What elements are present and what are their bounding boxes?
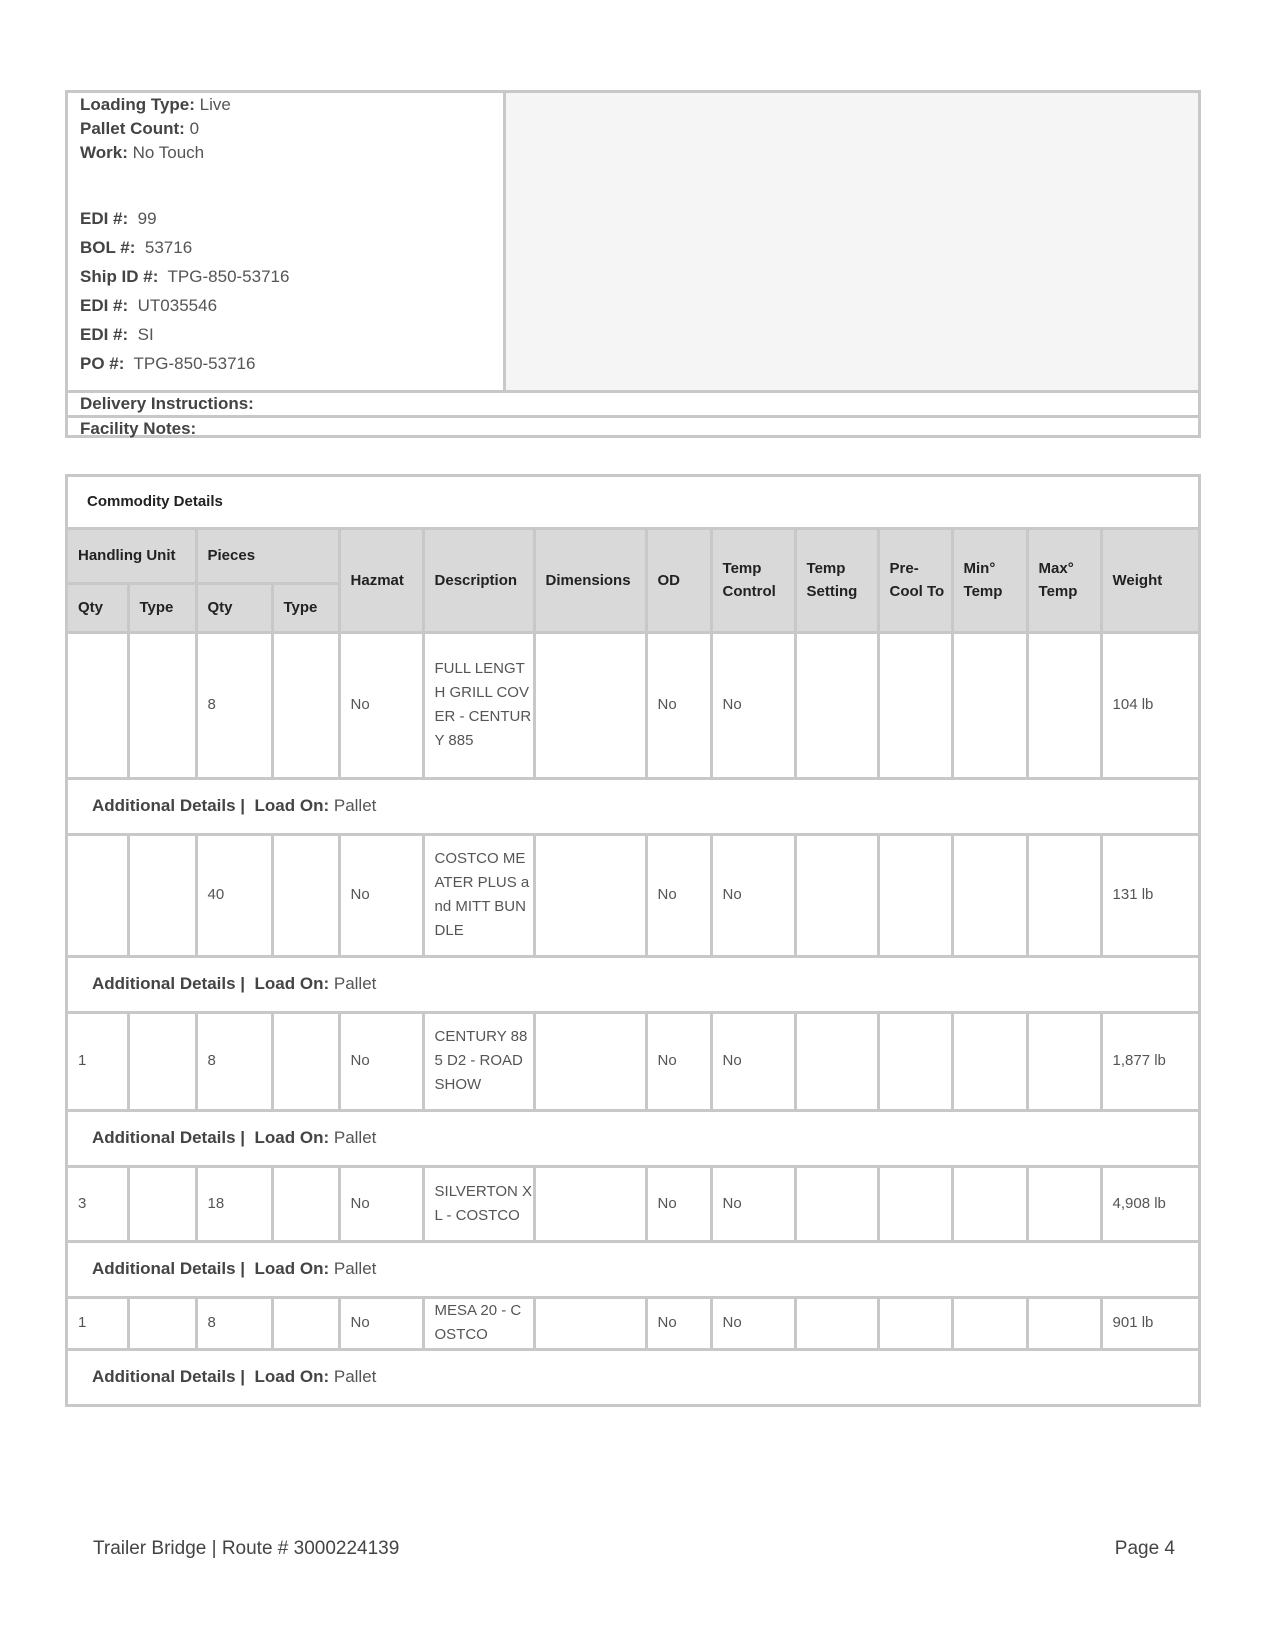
ref-label: Ship ID #: [80,267,159,286]
hu-qty-cell [68,834,128,956]
weight-header: Weight [1101,530,1198,632]
footer-page-number: Page 4 [1114,1538,1175,1559]
description-cell: MESA 20 - COSTCO [423,1297,534,1349]
handling-unit-header: Handling Unit [68,530,196,583]
ref-value: 99 [137,209,157,228]
ref-label: EDI #: [80,296,129,315]
pc-type-header: Type [272,583,339,632]
pallet-count-line [80,119,199,139]
load-on-label: Load On: [254,974,330,993]
load-on-value: Pallet [333,1128,377,1147]
hu-qty-cell: 3 [68,1166,128,1241]
pre-cool-cell [878,632,952,778]
pre-cool-cell [878,1012,952,1110]
load-on-value: Pallet [333,1259,377,1278]
load-on-label: Load On: [254,796,330,815]
hazmat-cell: No [339,1297,423,1349]
pre-cool-cell [878,1297,952,1349]
temp-setting-cell [795,632,878,778]
min-temp-cell [952,1166,1027,1241]
dimensions-cell [534,1012,646,1110]
od-cell: No [646,834,711,956]
hu-type-cell [128,1166,196,1241]
max-temp-cell [1027,632,1101,778]
od-cell: No [646,1297,711,1349]
od-cell: No [646,1166,711,1241]
additional-details-row [68,1110,1198,1166]
additional-details-cell [68,1241,1198,1297]
temp-control-cell: No [711,1297,795,1349]
description-cell: FULL LENGTH GRILL COVER - CENTURY 885 [423,632,534,778]
temp-control-cell: No [711,632,795,778]
work-label: Work: [80,143,128,162]
weight-cell: 1,877 lb [1101,1012,1198,1110]
ref-label: PO #: [80,354,125,373]
max-temp-cell [1027,1297,1101,1349]
work-value: No Touch [132,143,205,162]
additional-details-row [68,956,1198,1012]
min-temp-header: Min° Temp [952,530,1027,632]
dimensions-cell [534,632,646,778]
min-temp-cell [952,1012,1027,1110]
load-on-label: Load On: [254,1259,330,1278]
table-row [68,1166,1198,1241]
pre-cool-cell [878,1166,952,1241]
pc-qty-cell: 8 [196,632,272,778]
load-on-label: Load On: [254,1128,330,1147]
loading-type-value: Live [199,95,231,114]
temp-control-cell: No [711,834,795,956]
work-line [80,143,204,163]
hazmat-cell: No [339,834,423,956]
hu-qty-header: Qty [68,583,128,632]
od-cell: No [646,632,711,778]
temp-control-header: Temp Control [711,530,795,632]
ref-line [80,354,255,374]
hu-qty-cell: 1 [68,1297,128,1349]
additional-details-label: Additional Details | [92,796,246,815]
load-on-label: Load On: [254,1367,330,1386]
ref-value: 53716 [144,238,193,257]
hazmat-cell: No [339,1166,423,1241]
max-temp-cell [1027,834,1101,956]
pc-type-cell [272,632,339,778]
max-temp-cell [1027,1012,1101,1110]
dimensions-header: Dimensions [534,530,646,632]
ref-line [80,238,192,258]
pc-type-cell [272,1166,339,1241]
load-on-value: Pallet [333,1367,377,1386]
dimensions-cell [534,1297,646,1349]
dimensions-cell [534,1166,646,1241]
hazmat-cell: No [339,1012,423,1110]
max-temp-header: Max° Temp [1027,530,1101,632]
weight-cell: 4,908 lb [1101,1166,1198,1241]
additional-details-label: Additional Details | [92,974,246,993]
load-on-value: Pallet [333,796,377,815]
stop-info-top [68,93,1198,390]
ref-label: EDI #: [80,209,129,228]
min-temp-cell [952,834,1027,956]
pc-qty-cell: 18 [196,1166,272,1241]
hu-type-cell [128,834,196,956]
table-row [68,834,1198,956]
temp-setting-cell [795,1012,878,1110]
hu-type-cell [128,1012,196,1110]
pc-qty-cell: 8 [196,1012,272,1110]
additional-details-cell [68,1110,1198,1166]
description-cell: SILVERTON XL - COSTCO [423,1166,534,1241]
delivery-instructions-label: Delivery Instructions: [80,394,254,413]
ref-line [80,325,154,345]
footer-route: Trailer Bridge | Route # 3000224139 [93,1538,400,1559]
pieces-header: Pieces [196,530,339,583]
weight-cell: 104 lb [1101,632,1198,778]
temp-setting-header: Temp Setting [795,530,878,632]
temp-setting-cell [795,1166,878,1241]
commodity-table-wrap [68,530,1198,1407]
pc-type-cell [272,1297,339,1349]
ref-line [80,209,157,229]
dimensions-cell [534,834,646,956]
hu-type-cell [128,1297,196,1349]
stop-info-right-panel [506,93,1198,390]
ref-value: SI [137,325,154,344]
additional-details-label: Additional Details | [92,1259,246,1278]
weight-cell: 901 lb [1101,1297,1198,1349]
hazmat-header: Hazmat [339,530,423,632]
additional-details-cell [68,956,1198,1012]
ref-value: TPG-850-53716 [133,354,256,373]
ref-label: BOL #: [80,238,136,257]
hu-type-cell [128,632,196,778]
table-row [68,1297,1198,1349]
od-header: OD [646,530,711,632]
table-row [68,1012,1198,1110]
temp-setting-cell [795,834,878,956]
min-temp-cell [952,1297,1027,1349]
commodity-table [68,530,1198,1407]
pallet-count-value: 0 [189,119,200,138]
ref-value: TPG-850-53716 [167,267,290,286]
max-temp-cell [1027,1166,1101,1241]
loading-type-line [80,95,231,115]
table-row [68,632,1198,778]
description-cell: CENTURY 885 D2 - ROADSHOW [423,1012,534,1110]
stop-info-box [65,90,1201,438]
pc-qty-cell: 40 [196,834,272,956]
min-temp-cell [952,632,1027,778]
description-header: Description [423,530,534,632]
ref-line [80,296,217,316]
pc-qty-header: Qty [196,583,272,632]
temp-setting-cell [795,1297,878,1349]
hu-qty-cell [68,632,128,778]
additional-details-cell [68,1349,1198,1405]
od-cell: No [646,1012,711,1110]
additional-details-row [68,778,1198,834]
pre-cool-header: Pre-Cool To [878,530,952,632]
commodity-title: Commodity Details [68,477,1198,530]
facility-notes-row [68,415,1198,440]
delivery-instructions-row [68,390,1198,415]
facility-notes-label: Facility Notes: [80,419,197,438]
pallet-count-label: Pallet Count: [80,119,185,138]
loading-type-label: Loading Type: [80,95,195,114]
pc-qty-cell: 8 [196,1297,272,1349]
temp-control-cell: No [711,1166,795,1241]
additional-details-row [68,1241,1198,1297]
header-row [68,530,1198,583]
ref-value: UT035546 [137,296,218,315]
load-on-value: Pallet [333,974,377,993]
additional-details-label: Additional Details | [92,1367,246,1386]
additional-details-label: Additional Details | [92,1128,246,1147]
additional-details-cell [68,778,1198,834]
ref-label: EDI #: [80,325,129,344]
hazmat-cell: No [339,632,423,778]
pre-cool-cell [878,834,952,956]
weight-cell: 131 lb [1101,834,1198,956]
additional-details-row [68,1349,1198,1405]
commodity-details [65,474,1201,1407]
description-cell: COSTCO MEATER PLUS and MITT BUNDLE [423,834,534,956]
hu-type-header: Type [128,583,196,632]
pc-type-cell [272,834,339,956]
ref-line [80,267,289,287]
stop-info-left [68,93,506,390]
pc-type-cell [272,1012,339,1110]
hu-qty-cell: 1 [68,1012,128,1110]
temp-control-cell: No [711,1012,795,1110]
